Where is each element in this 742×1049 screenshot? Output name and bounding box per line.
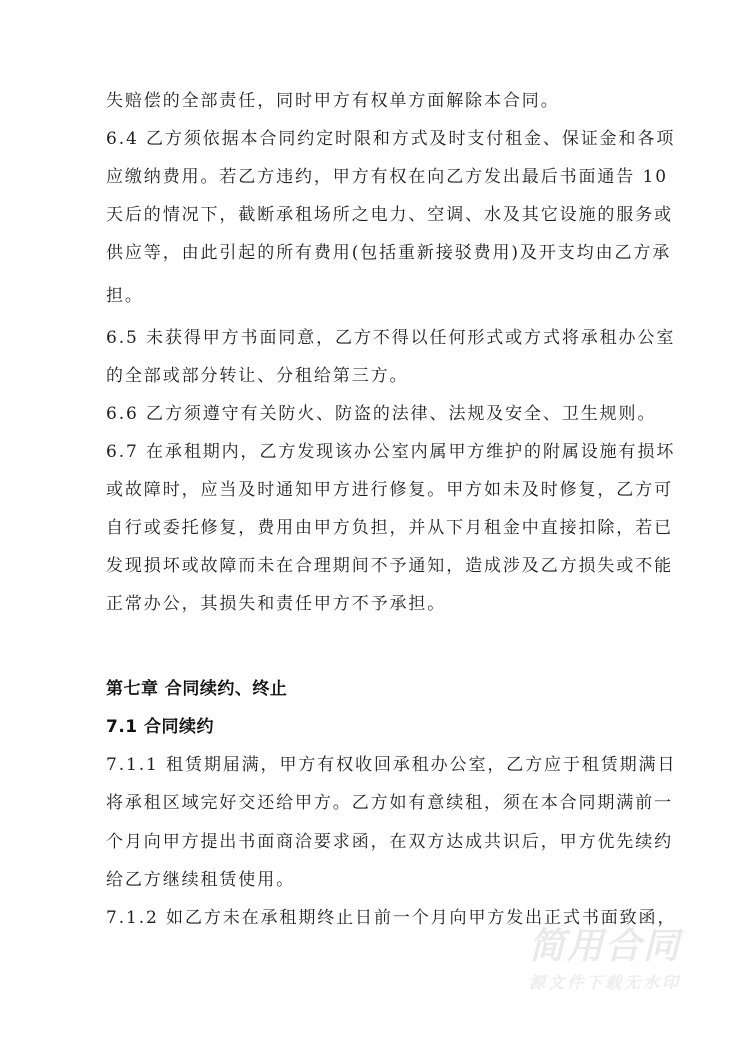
paragraph-line: 将承租区域完好交还给甲方。乙方如有意续租，须在本合同期满前一: [106, 793, 673, 813]
paragraph-line: 的全部或部分转让、分租给第三方。: [106, 366, 409, 386]
paragraph-line-6-7: 6.7 在承租期内，乙方发现该办公室内属甲方维护的附属设施有损坏: [106, 442, 676, 462]
paragraph-line-6-4: 6.4 乙方须依据本合同约定时限和方式及时支付租金、保证金和各项: [106, 129, 676, 149]
paragraph-line: 或故障时，应当及时通知甲方进行修复。甲方如未及时修复，乙方可: [106, 480, 673, 500]
chapter-heading: 第七章 合同续约、终止: [106, 679, 288, 699]
paragraph-line-6-5: 6.5 未获得甲方书面同意，乙方不得以任何形式或方式将承租办公室: [106, 328, 676, 348]
watermark-logo: 简用合同: [528, 926, 681, 967]
paragraph-line: 给乙方继续租赁使用。: [106, 870, 295, 890]
watermark-subtext: 源文件下载无水印: [528, 973, 681, 992]
paragraph-line: 发现损坏或故障而未在合理期间不予通知，造成涉及乙方损失或不能: [106, 556, 673, 576]
paragraph-line-7-1-1: 7.1.1 租赁期届满，甲方有权收回承租办公室，乙方应于租赁期满日: [106, 755, 677, 775]
paragraph-line: 失赔偿的全部责任，同时甲方有权单方面解除本合同。: [106, 91, 560, 111]
paragraph-line: 自行或委托修复，费用由甲方负担，并从下月租金中直接扣除，若已: [106, 518, 673, 538]
paragraph-line: 担。: [106, 286, 144, 306]
paragraph-line: 应缴纳费用。若乙方违约，甲方有权在向乙方发出最后书面通告 10: [106, 167, 668, 187]
paragraph-line: 供应等，由此引起的所有费用(包括重新接驳费用)及开支均由乙方承: [106, 243, 672, 263]
paragraph-line-7-1-2: 7.1.2 如乙方未在承租期终止日前一个月向甲方发出正式书面致函，: [106, 908, 677, 928]
paragraph-line: 正常办公，其损失和责任甲方不予承担。: [106, 594, 447, 614]
paragraph-line: 天后的情况下，截断承租场所之电力、空调、水及其它设施的服务或: [106, 205, 673, 225]
paragraph-line: 个月向甲方提出书面商洽要求函，在双方达成共识后，甲方优先续约: [106, 832, 673, 852]
section-heading: 7.1 合同续约: [106, 717, 215, 737]
paragraph-line-6-6: 6.6 乙方须遵守有关防火、防盗的法律、法规及安全、卫生规则。: [106, 404, 657, 424]
